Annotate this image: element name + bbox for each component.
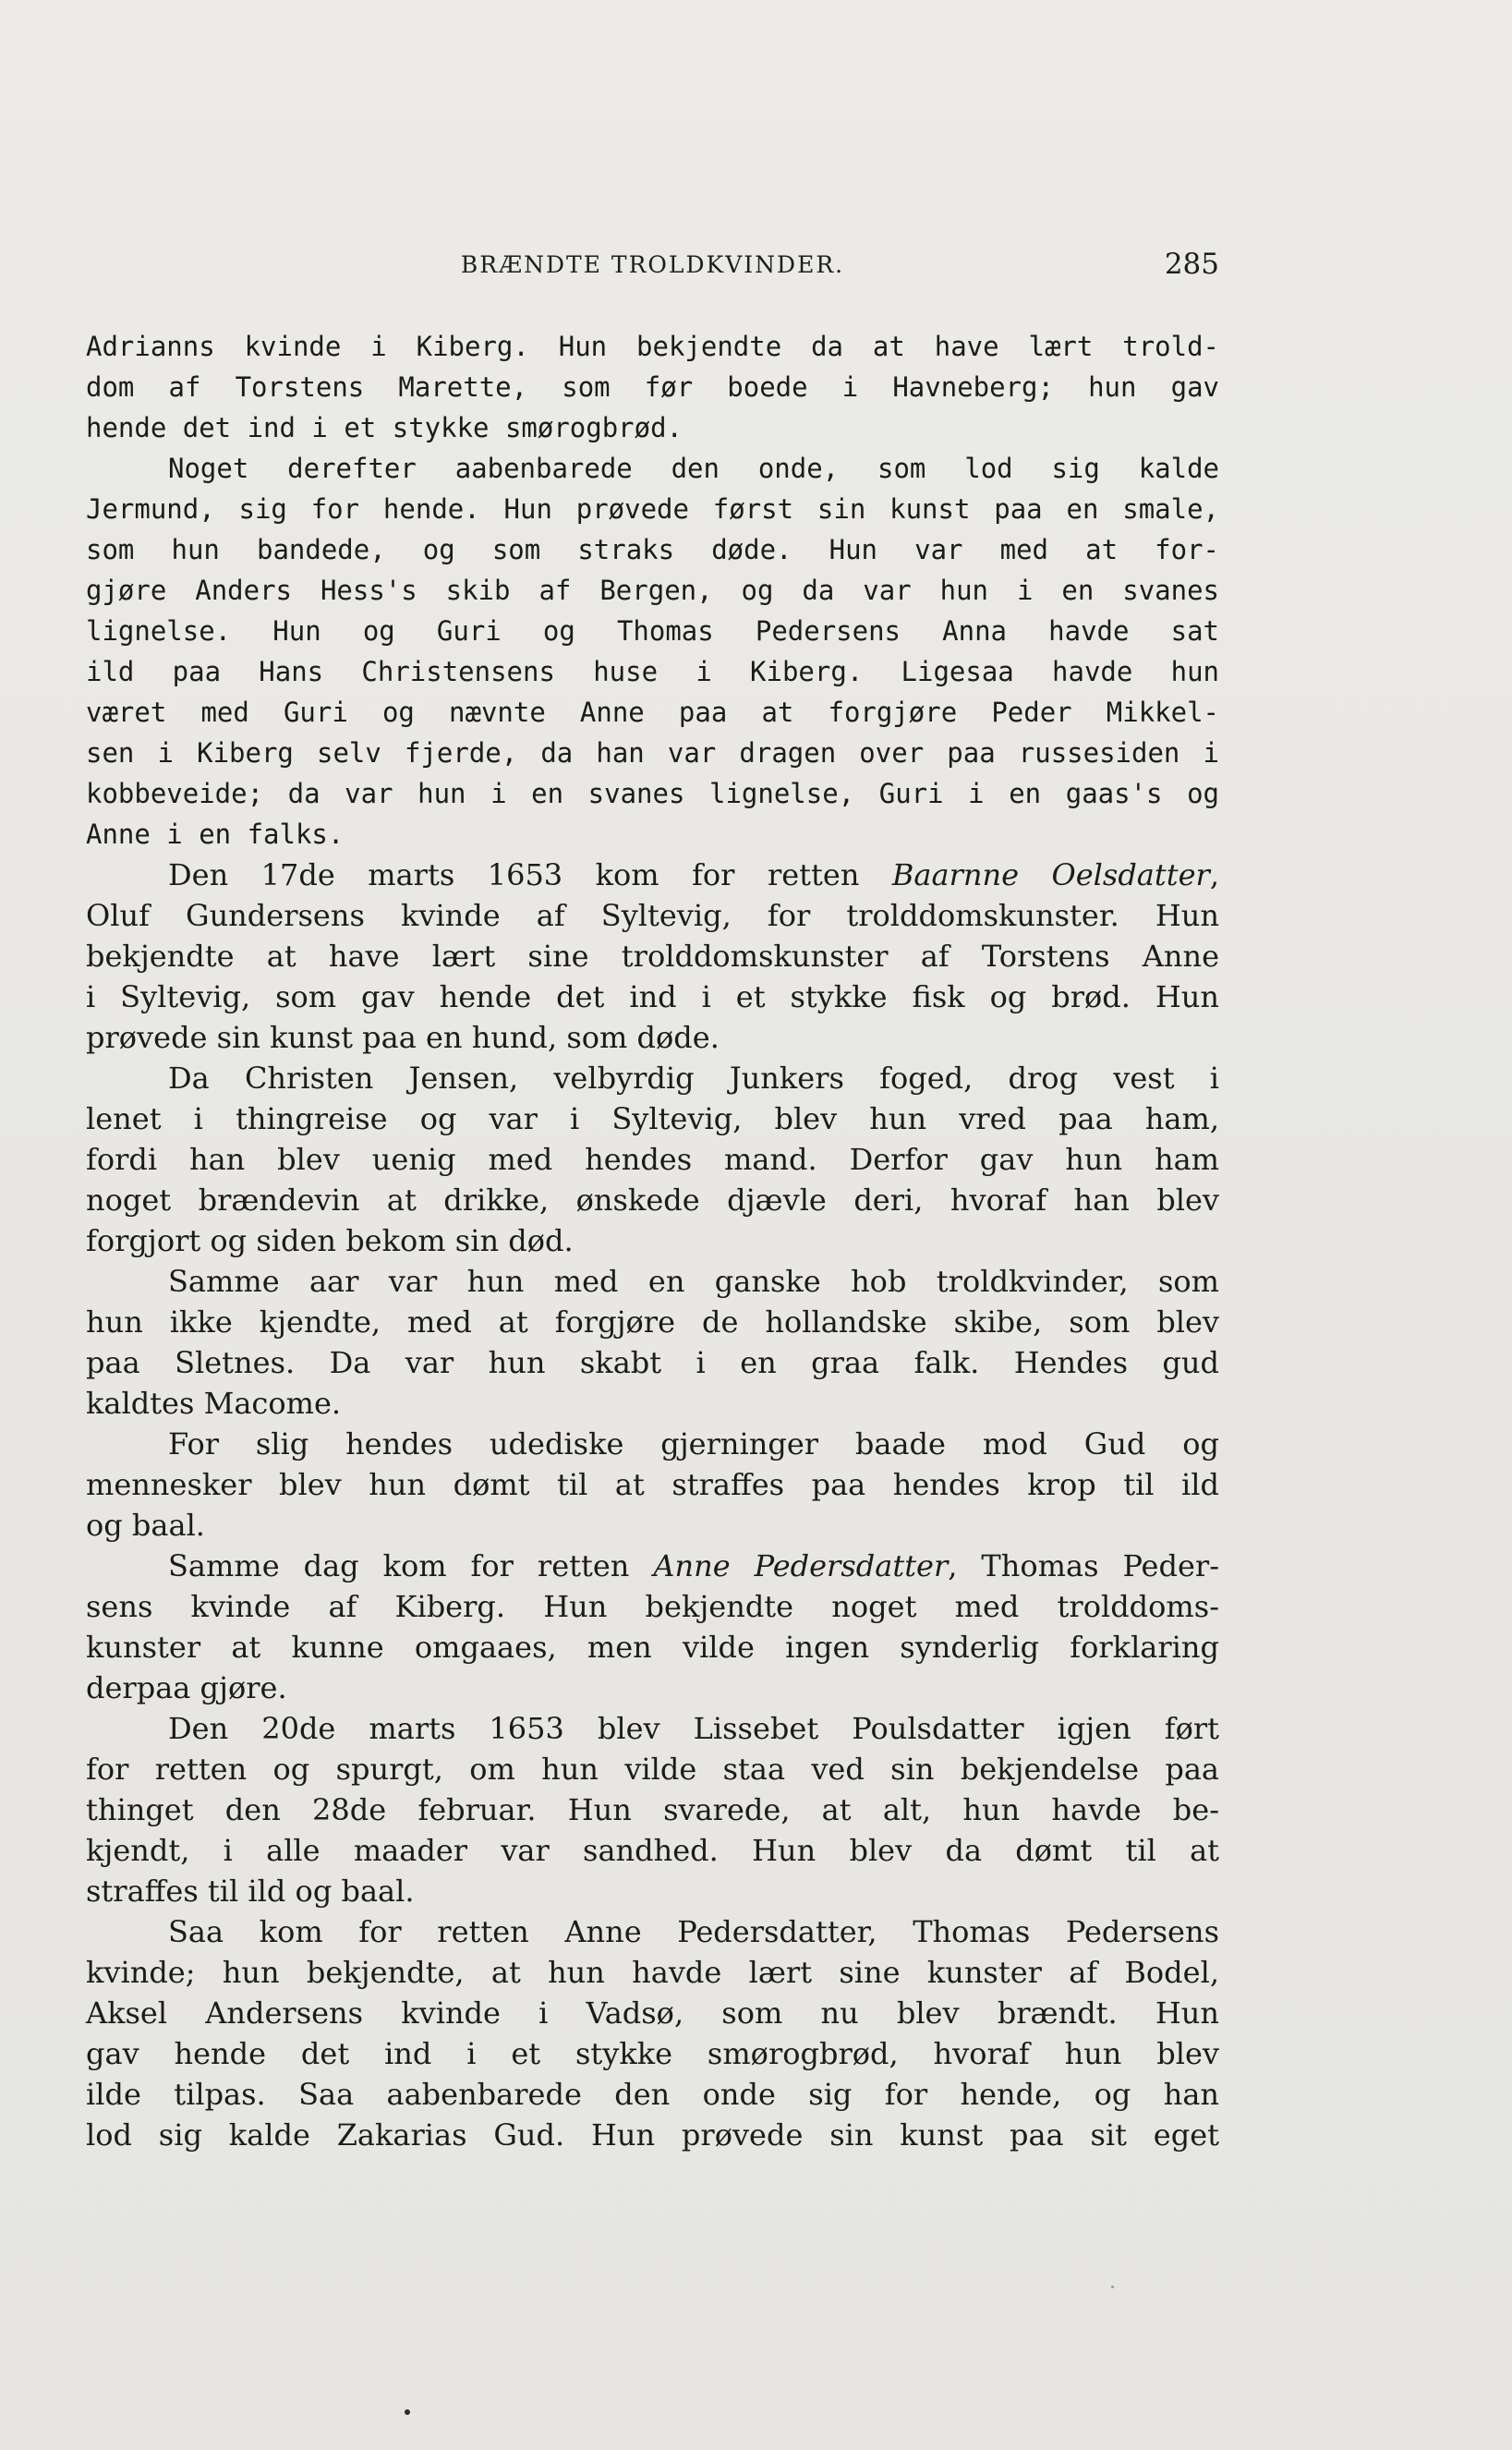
text-line: lod sig kalde Zakarias Gud. Hun prøvede sin kunst paa sit eget <box>86 2117 1219 2153</box>
body-text <box>86 326 1219 2155</box>
text-line: Oluf Gundersens kvinde af Syltevig, for trolddomskunster. Hun <box>86 898 1219 933</box>
text-line: kunster at kunne omgaaes, men vilde ingen synderlig forklaring <box>86 1630 1219 1665</box>
person-name-italic: Anne Pedersdatter <box>653 1548 949 1583</box>
text-line: mennesker blev hun dømt til at straffes paa hendes krop til ild <box>86 1467 1219 1502</box>
text-line: lignelse. Hun og Guri og Thomas Pedersens Anna havde sat <box>86 615 1219 647</box>
text-line: kvinde; hun bekjendte, at hun havde lært sine kunster af Bodel, <box>86 1955 1219 1990</box>
text-line: straffes til ild og baal. <box>86 1874 415 1909</box>
text-line: kaldtes Macome. <box>86 1386 342 1421</box>
text-line: været med Guri og nævnte Anne paa at forgjøre Peder Mikkel- <box>86 697 1219 728</box>
text-line: Den 20de marts 1653 blev Lissebet Poulsdatter igjen ført <box>168 1711 1219 1746</box>
text-line: ild paa Hans Christensens huse i Kiberg. Ligesaa havde hun <box>86 656 1219 687</box>
text-line: for retten og spurgt, om hun vilde staa ved sin bekjendelse paa <box>86 1752 1219 1787</box>
text-line: Adrianns kvinde i Kiberg. Hun bekjendte da at have lært trold- <box>86 331 1219 362</box>
text-line: fordi han blev uenig med hendes mand. Derfor gav hun ham <box>86 1142 1219 1177</box>
text-line: derpaa gjøre. <box>86 1670 287 1705</box>
text-line: dom af Torstens Marette, som før boede i Havneberg; hun gav <box>86 371 1219 403</box>
person-name-italic: Baarnne Oelsdatter <box>891 857 1210 892</box>
page-number: 285 <box>1164 248 1219 281</box>
text-line: sens kvinde af Kiberg. Hun bekjendte noget med trolddoms- <box>86 1589 1219 1624</box>
print-speck <box>1111 2286 1114 2288</box>
text-line-end: , Thomas Peder- <box>948 1548 1220 1583</box>
text-line <box>86 855 1219 895</box>
running-title: BRÆNDTE TROLDKVINDER. <box>460 251 845 278</box>
text-line: forgjort og siden bekom sin død. <box>86 1223 574 1258</box>
page-header <box>86 248 1219 294</box>
text-line: Da Christen Jensen, velbyrdig Junkers foged, drog vest i <box>168 1061 1219 1096</box>
text-line-start: Den 17de marts 1653 kom for retten <box>168 857 892 892</box>
text-line: Noget derefter aabenbarede den onde, som lod sig kalde <box>168 453 1219 484</box>
text-line: gjøre Anders Hess's skib af Bergen, og da var hun i en svanes <box>86 575 1219 606</box>
text-line: kjendt, i alle maader var sandhed. Hun blev da dømt til at <box>86 1833 1219 1868</box>
text-line: gav hende det ind i et stykke smørogbrød, hvoraf hun blev <box>86 2036 1219 2071</box>
text-line-start: Samme dag kom for retten <box>168 1548 654 1583</box>
text-line: i Syltevig, som gav hende det ind i et stykke fisk og brød. Hun <box>86 979 1219 1014</box>
text-line: ilde tilpas. Saa aabenbarede den onde sig for hende, og han <box>86 2077 1219 2112</box>
text-line: som hun bandede, og som straks døde. Hun var med at for- <box>86 534 1219 565</box>
text-line: paa Sletnes. Da var hun skabt i en graa falk. Hendes gud <box>86 1345 1219 1380</box>
text-line: Samme aar var hun med en ganske hob troldkvinder, som <box>168 1264 1219 1299</box>
text-line: hun ikke kjendte, med at forgjøre de hollandske skibe, som blev <box>86 1304 1219 1340</box>
text-line: Saa kom for retten Anne Pedersdatter, Thomas Pedersens <box>168 1914 1219 1949</box>
text-line: lenet i thingreise og var i Syltevig, blev hun vred paa ham, <box>86 1101 1219 1136</box>
text-line: noget brændevin at drikke, ønskede djævle deri, hvoraf han blev <box>86 1183 1219 1218</box>
text-line: kobbeveide; da var hun i en svanes lignelse, Guri i en gaas's og <box>86 778 1219 809</box>
print-speck <box>405 2409 410 2415</box>
text-line: thinget den 28de februar. Hun svarede, at alt, hun havde be- <box>86 1792 1219 1827</box>
text-line: bekjendte at have lært sine trolddomskunster af Torstens Anne <box>86 939 1219 974</box>
text-line: prøvede sin kunst paa en hund, som døde. <box>86 1020 720 1055</box>
text-line: Anne i en falks. <box>86 819 345 850</box>
text-line <box>86 1546 1219 1586</box>
text-line: og baal. <box>86 1508 205 1543</box>
text-line: Jermund, sig for hende. Hun prøvede først sin kunst paa en smale, <box>86 493 1219 525</box>
text-line: sen i Kiberg selv fjerde, da han var dragen over paa russesiden i <box>86 737 1219 769</box>
text-line: Aksel Andersens kvinde i Vadsø, som nu blev brændt. Hun <box>86 1995 1219 2031</box>
text-line: For slig hendes udediske gjerninger baade mod Gud og <box>168 1426 1219 1462</box>
text-line: hende det ind i et stykke smørogbrød. <box>86 412 683 443</box>
text-line-end: , <box>1209 857 1220 892</box>
